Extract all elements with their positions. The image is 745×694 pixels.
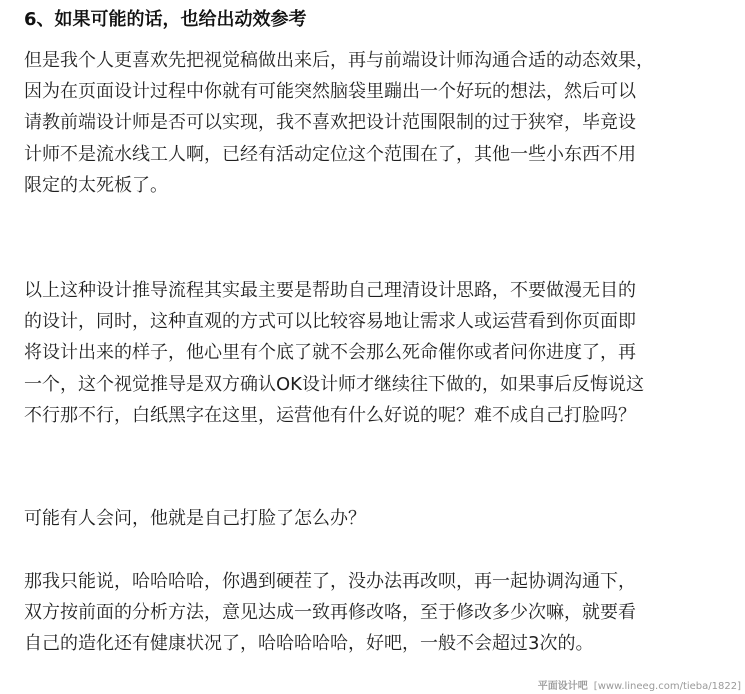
paragraph-line: 的设计，同时，这种直观的方式可以比较容易地让需求人或运营看到你页面即 [24,311,636,333]
section-heading: 6、如果可能的话，也给出动效参考 [24,9,307,30]
paragraph-line: 可能有人会问，他就是自己打脸了怎么办？ [24,508,366,529]
paragraph-line: 限定的太死板了。 [24,174,168,196]
paragraph-line: 双方按前面的分析方法，意见达成一致再修改咯，至于修改多少次嘛，就要看 [24,602,636,624]
paragraph-line: 一个，这个视觉推导是双方确认OK设计师才继续往下做的，如果事后反悔说这 [24,373,644,395]
paragraph-1 [24,45,729,201]
paragraph-line: 那我只能说，哈哈哈哈，你遇到硬茬了，没办法再改呗，再一起协调沟通下， [24,571,636,592]
paragraph-4 [24,566,729,660]
paragraph-line: 但是我个人更喜欢先把视觉稿做出来后，再与前端设计师沟通合适的动态效果， [24,50,654,71]
paragraph-line: 将设计出来的样子，他心里有个底了就不会那么死命催你或者问你进度了，再 [24,342,636,364]
paragraph-line: 不行那不行，白纸黑字在这里，运营他有什么好说的呢？难不成自己打脸吗？ [24,404,636,426]
watermark-brand: 平面设计吧 [537,681,588,692]
paragraph-line: 请教前端设计师是否可以实现，我不喜欢把设计范围限制的过于狭窄，毕竟设 [24,112,636,134]
paragraph-line: 计师不是流水线工人啊，已经有活动定位这个范围在了，其他一些小东西不用 [24,143,636,165]
watermark-url: [www.lineeg.com/tieba/1822] [593,681,741,692]
paragraph-line: 因为在页面设计过程中你就有可能突然脑袋里蹦出一个好玩的想法，然后可以 [24,81,636,103]
watermark [538,681,741,693]
paragraph-line: 以上这种设计推导流程其实最主要是帮助自己理清设计思路，不要做漫无目的 [24,280,636,301]
paragraph-2 [24,275,729,431]
paragraph-line: 自己的造化还有健康状况了，哈哈哈哈哈，好吧，一般不会超过3次的。 [24,633,594,655]
paragraph-3 [24,503,729,534]
